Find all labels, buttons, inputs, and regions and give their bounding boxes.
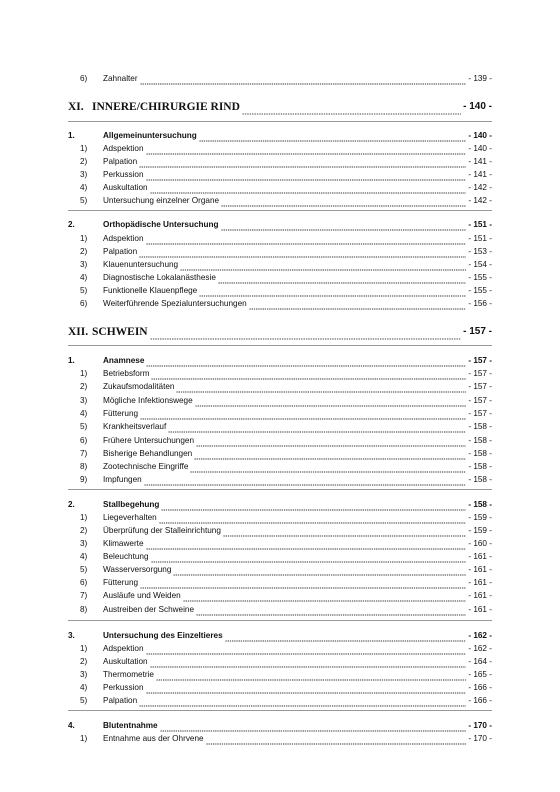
toc-title: Zootechnische Eingriffe (103, 462, 189, 471)
dot-leader (160, 723, 467, 732)
toc-section (68, 219, 492, 231)
dot-leader (146, 646, 467, 655)
dot-leader (168, 424, 466, 433)
toc-title: Allgemeinuntersuchung (103, 131, 197, 140)
toc-subsection (68, 298, 492, 310)
toc-number: 7) (80, 449, 88, 458)
dot-leader (180, 262, 466, 271)
dot-leader (150, 659, 467, 668)
toc-title: Mögliche Infektionswege (103, 396, 193, 405)
toc-number: 1. (68, 131, 75, 140)
toc-page-number: - 164 - (468, 657, 492, 666)
toc-title: Ausläufe und Weiden (103, 591, 181, 600)
toc-subsection (68, 512, 492, 524)
toc-number: 5) (80, 196, 88, 205)
toc-title: Stallbegehung (103, 500, 160, 509)
toc-subsection (68, 643, 492, 655)
toc-number: 2) (80, 247, 88, 256)
toc-section (68, 720, 492, 732)
dot-leader (146, 358, 466, 367)
dot-leader (140, 76, 467, 85)
toc-number: 5) (80, 286, 88, 295)
toc-number: 4) (80, 183, 88, 192)
toc-number: 8) (80, 462, 88, 471)
dot-leader (140, 411, 466, 420)
toc-title: Bisherige Behandlungen (103, 449, 193, 458)
toc-title: Fütterung (103, 409, 139, 418)
dot-leader (221, 198, 466, 207)
toc-number: 4) (80, 409, 88, 418)
toc-page-number: - 157 - (468, 409, 492, 418)
toc-page-number: - 162 - (468, 631, 492, 640)
toc-title: Klauenuntersuchung (103, 260, 179, 269)
toc-subsection (68, 564, 492, 576)
section-divider (68, 710, 492, 711)
toc-number: 3) (80, 670, 88, 679)
toc-title: Untersuchung einzelner Organe (103, 196, 220, 205)
toc-title: Beleuchtung (103, 552, 149, 561)
section-divider (68, 210, 492, 211)
toc-page-number: - 158 - (468, 500, 492, 509)
toc-page-number: - 161 - (468, 605, 492, 614)
toc-number: 9) (80, 475, 88, 484)
dot-leader (206, 736, 467, 745)
dot-leader (151, 554, 467, 563)
toc-page-number: - 170 - (468, 721, 492, 730)
toc-page-number: - 156 - (468, 299, 492, 308)
section-divider (68, 345, 492, 346)
toc-number: 1) (80, 144, 88, 153)
dot-leader (146, 146, 467, 155)
toc-page-number: - 166 - (468, 696, 492, 705)
toc-subsection (68, 538, 492, 550)
dot-leader (242, 103, 461, 115)
toc-title: Funktionelle Klauenpflege (103, 286, 198, 295)
toc-title: Adspektion (103, 644, 144, 653)
toc-number: 3) (80, 260, 88, 269)
toc-section (68, 630, 492, 642)
toc-page-number: - 155 - (468, 286, 492, 295)
toc-number: 6) (80, 74, 88, 83)
dot-leader (173, 567, 466, 576)
toc-title: Austreiben der Schweine (103, 605, 195, 614)
toc-number: 5) (80, 565, 88, 574)
toc-page-number: - 154 - (468, 260, 492, 269)
toc-subsection (68, 233, 492, 245)
dot-leader (176, 384, 466, 393)
toc-title: Krankheitsverlauf (103, 422, 167, 431)
toc-title: Weiterführende Spezialuntersuchungen (103, 299, 247, 308)
toc-title: Überprüfung der Stalleinrichtung (103, 526, 221, 535)
toc-title: SCHWEIN (92, 326, 148, 338)
toc-subsection (68, 448, 492, 460)
toc-number: 2. (68, 220, 75, 229)
toc-title: Liegeverhalten (103, 513, 157, 522)
dot-leader (144, 477, 467, 486)
toc-subsection (68, 246, 492, 258)
dot-leader (139, 698, 466, 707)
toc-title: Adspektion (103, 144, 144, 153)
toc-number: 6) (80, 436, 88, 445)
toc-title: Blutentnahme (103, 721, 158, 730)
toc-chapter (68, 324, 492, 340)
toc-title: Untersuchung des Einzeltieres (103, 631, 223, 640)
toc-subsection (68, 590, 492, 602)
toc-subsection (68, 285, 492, 297)
toc-number: 1) (80, 513, 88, 522)
toc-title: Adspektion (103, 234, 144, 243)
toc-page-number: - 141 - (468, 170, 492, 179)
toc-subsection (68, 461, 492, 473)
toc-subsection (68, 408, 492, 420)
toc-subsection (68, 272, 492, 284)
section-divider (68, 121, 492, 122)
toc-number: 5) (80, 696, 88, 705)
toc-title: Orthopädische Untersuchung (103, 220, 219, 229)
toc-number: 5) (80, 422, 88, 431)
toc-title: Zahnalter (103, 74, 138, 83)
toc-subsection (68, 435, 492, 447)
toc-page-number: - 160 - (468, 539, 492, 548)
toc-page-number: - 140 - (463, 101, 492, 112)
dot-leader (194, 451, 466, 460)
toc-title: Palpation (103, 247, 138, 256)
toc-title: Palpation (103, 157, 138, 166)
dot-leader (150, 328, 461, 340)
toc-number: 4) (80, 552, 88, 561)
toc-subsection (68, 143, 492, 155)
toc-page-number: - 157 - (468, 382, 492, 391)
toc-number: 2. (68, 500, 75, 509)
toc-title: INNERE/CHIRURGIE RIND (92, 101, 240, 113)
dot-leader (140, 580, 466, 589)
toc-number: 2) (80, 657, 88, 666)
dot-leader (190, 464, 466, 473)
toc-page-number: - 161 - (468, 591, 492, 600)
toc-subsection (68, 421, 492, 433)
toc-page-number: - 165 - (468, 670, 492, 679)
toc-subsection (68, 474, 492, 486)
toc-subsection (68, 669, 492, 681)
toc-chapter (68, 99, 492, 115)
toc-number: 3) (80, 539, 88, 548)
toc-page-number: - 142 - (468, 183, 492, 192)
dot-leader (139, 249, 466, 258)
toc-title: Diagnostische Lokalanästhesie (103, 273, 216, 282)
dot-leader (183, 593, 467, 602)
toc-subsection (68, 656, 492, 668)
toc-page-number: - 159 - (468, 513, 492, 522)
dot-leader (196, 438, 466, 447)
toc-number: 1) (80, 369, 88, 378)
toc-number: XI. (68, 101, 84, 113)
toc-subsection (68, 682, 492, 694)
dot-leader (221, 222, 467, 231)
toc-page-number: - 157 - (468, 369, 492, 378)
toc-page-number: - 139 - (468, 74, 492, 83)
toc-subsection (68, 525, 492, 537)
dot-leader (199, 288, 466, 297)
toc-title: Betriebsform (103, 369, 150, 378)
toc-page-number: - 159 - (468, 526, 492, 535)
dot-leader (159, 515, 467, 524)
toc-title: Perkussion (103, 170, 144, 179)
toc-title: Thermometrie (103, 670, 154, 679)
toc-section (68, 499, 492, 511)
dot-leader (249, 301, 467, 310)
toc-subsection (68, 695, 492, 707)
toc-number: 4) (80, 273, 88, 282)
toc-section (68, 355, 492, 367)
toc-subsection (68, 169, 492, 181)
toc-subsection (68, 604, 492, 616)
dot-leader (139, 159, 466, 168)
toc-title: Anamnese (103, 356, 145, 365)
toc-subsection (68, 368, 492, 380)
toc-page-number: - 153 - (468, 247, 492, 256)
toc-subsection (68, 381, 492, 393)
toc-number: 1) (80, 734, 88, 743)
toc-title: Klimawerte (103, 539, 144, 548)
toc-number: 1. (68, 356, 75, 365)
toc-page-number: - 162 - (468, 644, 492, 653)
dot-leader (199, 133, 467, 142)
toc-number: 3) (80, 170, 88, 179)
toc-number: 6) (80, 578, 88, 587)
dot-leader (225, 633, 467, 642)
toc-page-number: - 140 - (468, 131, 492, 140)
toc-page-number: - 158 - (468, 462, 492, 471)
toc-number: 4. (68, 721, 75, 730)
toc-page-number: - 140 - (468, 144, 492, 153)
toc-title: Palpation (103, 696, 138, 705)
toc-subsection (68, 259, 492, 271)
toc-page-number: - 157 - (463, 326, 492, 337)
toc-page-number: - 151 - (468, 220, 492, 229)
dot-leader (156, 672, 466, 681)
toc-subsection (68, 551, 492, 563)
toc-title: Auskultation (103, 657, 148, 666)
toc-page-number: - 161 - (468, 578, 492, 587)
dot-leader (218, 275, 466, 284)
dot-leader (161, 502, 466, 511)
toc-page-number: - 157 - (468, 356, 492, 365)
section-divider (68, 620, 492, 621)
toc-number: 3) (80, 396, 88, 405)
toc-title: Entnahme aus der Ohrvene (103, 734, 204, 743)
dot-leader (146, 172, 467, 181)
toc-page-number: - 161 - (468, 565, 492, 574)
toc-subsection (68, 182, 492, 194)
toc-page-number: - 141 - (468, 157, 492, 166)
toc-page-number: - 166 - (468, 683, 492, 692)
dot-leader (151, 371, 466, 380)
toc-page-number: - 155 - (468, 273, 492, 282)
toc-subsection (68, 395, 492, 407)
dot-leader (196, 607, 466, 616)
toc-page-number: - 158 - (468, 436, 492, 445)
section-divider (68, 489, 492, 490)
toc-page-number: - 170 - (468, 734, 492, 743)
dot-leader (195, 398, 467, 407)
toc-subsection (68, 577, 492, 589)
toc-number: 1) (80, 234, 88, 243)
toc-title: Zukaufsmodalitäten (103, 382, 175, 391)
toc-number: 4) (80, 683, 88, 692)
toc-subsection (68, 733, 492, 745)
toc-subsection (68, 156, 492, 168)
toc-number: 8) (80, 605, 88, 614)
toc-number: 1) (80, 644, 88, 653)
toc-page-number: - 142 - (468, 196, 492, 205)
toc-page-number: - 157 - (468, 396, 492, 405)
toc-page-number: - 158 - (468, 475, 492, 484)
toc-number: XII. (68, 326, 89, 338)
toc-number: 2) (80, 382, 88, 391)
toc-number: 6) (80, 299, 88, 308)
toc-number: 2) (80, 526, 88, 535)
toc-title: Wasserversorgung (103, 565, 172, 574)
toc-number: 3. (68, 631, 75, 640)
toc-subsection (68, 195, 492, 207)
dot-leader (223, 528, 466, 537)
toc-title: Auskultation (103, 183, 148, 192)
toc-title: Fütterung (103, 578, 139, 587)
dot-leader (146, 685, 467, 694)
toc-title: Perkussion (103, 683, 144, 692)
dot-leader (150, 185, 467, 194)
dot-leader (146, 541, 467, 550)
toc-page-number: - 161 - (468, 552, 492, 561)
toc-subsection (68, 73, 492, 85)
toc-section (68, 130, 492, 142)
dot-leader (146, 236, 467, 245)
toc-number: 7) (80, 591, 88, 600)
toc-page-number: - 158 - (468, 422, 492, 431)
toc-page-number: - 151 - (468, 234, 492, 243)
toc-page-number: - 158 - (468, 449, 492, 458)
toc-title: Impfungen (103, 475, 142, 484)
toc-title: Frühere Untersuchungen (103, 436, 195, 445)
toc-number: 2) (80, 157, 88, 166)
